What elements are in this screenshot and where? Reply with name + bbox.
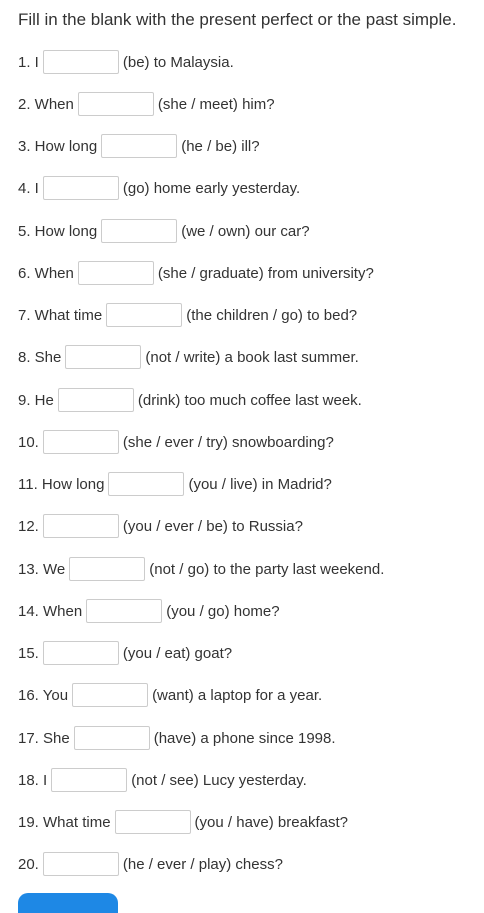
question-row <box>18 725 336 751</box>
question-prefix: 14. When <box>18 602 83 620</box>
question-row <box>18 851 283 877</box>
question-prefix: 11. How long <box>18 475 105 493</box>
answer-input-1[interactable] <box>43 50 119 74</box>
question-suffix: (she / ever / try) snowboarding? <box>122 433 334 451</box>
answer-input-16[interactable] <box>72 683 148 707</box>
question-row <box>18 809 348 835</box>
question-row <box>18 49 234 75</box>
question-suffix: (you / live) in Madrid? <box>188 475 332 493</box>
question-row <box>18 429 334 455</box>
question-prefix: 19. What time <box>18 813 111 831</box>
question-prefix: 5. How long <box>18 222 98 240</box>
question-prefix: 9. He <box>18 391 54 409</box>
question-row <box>18 302 357 328</box>
question-row <box>18 682 322 708</box>
question-suffix: (you / ever / be) to Russia? <box>122 517 303 535</box>
question-prefix: 2. When <box>18 95 74 113</box>
question-suffix: (not / write) a book last summer. <box>145 348 359 366</box>
question-suffix: (you / eat) goat? <box>122 644 233 662</box>
question-row <box>18 471 332 497</box>
question-row <box>18 133 260 159</box>
instruction-text: Fill in the blank with the present perfect or the past simple. <box>18 10 457 29</box>
answer-input-4[interactable] <box>43 176 119 200</box>
question-suffix: (go) home early yesterday. <box>122 179 301 197</box>
answer-input-11[interactable] <box>108 472 184 496</box>
question-row <box>18 387 362 413</box>
question-suffix: (she / meet) him? <box>157 95 275 113</box>
answer-input-9[interactable] <box>58 388 134 412</box>
question-suffix: (she / graduate) from university? <box>157 264 374 282</box>
question-prefix: 7. What time <box>18 306 103 324</box>
question-prefix: 17. She <box>18 729 70 747</box>
question-suffix: (want) a laptop for a year. <box>152 686 323 704</box>
question-suffix: (we / own) our car? <box>181 222 310 240</box>
question-suffix: (you / have) breakfast? <box>194 813 348 831</box>
answer-input-20[interactable] <box>43 852 119 876</box>
question-suffix: (drink) too much coffee last week. <box>137 391 362 409</box>
answer-input-10[interactable] <box>43 430 119 454</box>
question-row <box>18 260 374 286</box>
question-suffix: (be) to Malaysia. <box>122 53 234 71</box>
question-prefix: 1. I <box>18 53 39 71</box>
question-row <box>18 344 359 370</box>
question-suffix: (you / go) home? <box>166 602 280 620</box>
question-suffix: (not / see) Lucy yesterday. <box>131 771 307 789</box>
question-prefix: 20. <box>18 855 39 873</box>
question-prefix: 16. You <box>18 686 69 704</box>
answer-input-12[interactable] <box>43 514 119 538</box>
question-row <box>18 767 307 793</box>
question-prefix: 15. <box>18 644 39 662</box>
question-prefix: 4. I <box>18 179 39 197</box>
question-suffix: (have) a phone since 1998. <box>153 729 336 747</box>
question-row <box>18 556 384 582</box>
answer-input-8[interactable] <box>65 345 141 369</box>
question-prefix: 12. <box>18 517 39 535</box>
question-prefix: 13. We <box>18 560 66 578</box>
question-row <box>18 91 275 117</box>
answer-input-6[interactable] <box>78 261 154 285</box>
question-row <box>18 175 300 201</box>
answer-input-17[interactable] <box>74 726 150 750</box>
answer-input-15[interactable] <box>43 641 119 665</box>
question-suffix: (not / go) to the party last weekend. <box>149 560 385 578</box>
question-row <box>18 598 280 624</box>
answer-input-3[interactable] <box>101 134 177 158</box>
question-suffix: (the children / go) to bed? <box>186 306 358 324</box>
answer-input-18[interactable] <box>51 768 127 792</box>
answer-input-5[interactable] <box>101 219 177 243</box>
answer-input-2[interactable] <box>78 92 154 116</box>
answer-input-19[interactable] <box>115 810 191 834</box>
question-prefix: 6. When <box>18 264 74 282</box>
check-answers-button[interactable] <box>18 893 118 913</box>
question-suffix: (he / ever / play) chess? <box>122 855 283 873</box>
question-row <box>18 513 303 539</box>
question-suffix: (he / be) ill? <box>181 137 260 155</box>
answer-input-7[interactable] <box>106 303 182 327</box>
question-prefix: 18. I <box>18 771 48 789</box>
answer-input-14[interactable] <box>86 599 162 623</box>
question-row <box>18 640 232 666</box>
question-prefix: 3. How long <box>18 137 98 155</box>
question-prefix: 10. <box>18 433 39 451</box>
answer-input-13[interactable] <box>69 557 145 581</box>
question-prefix: 8. She <box>18 348 62 366</box>
question-row <box>18 218 310 244</box>
